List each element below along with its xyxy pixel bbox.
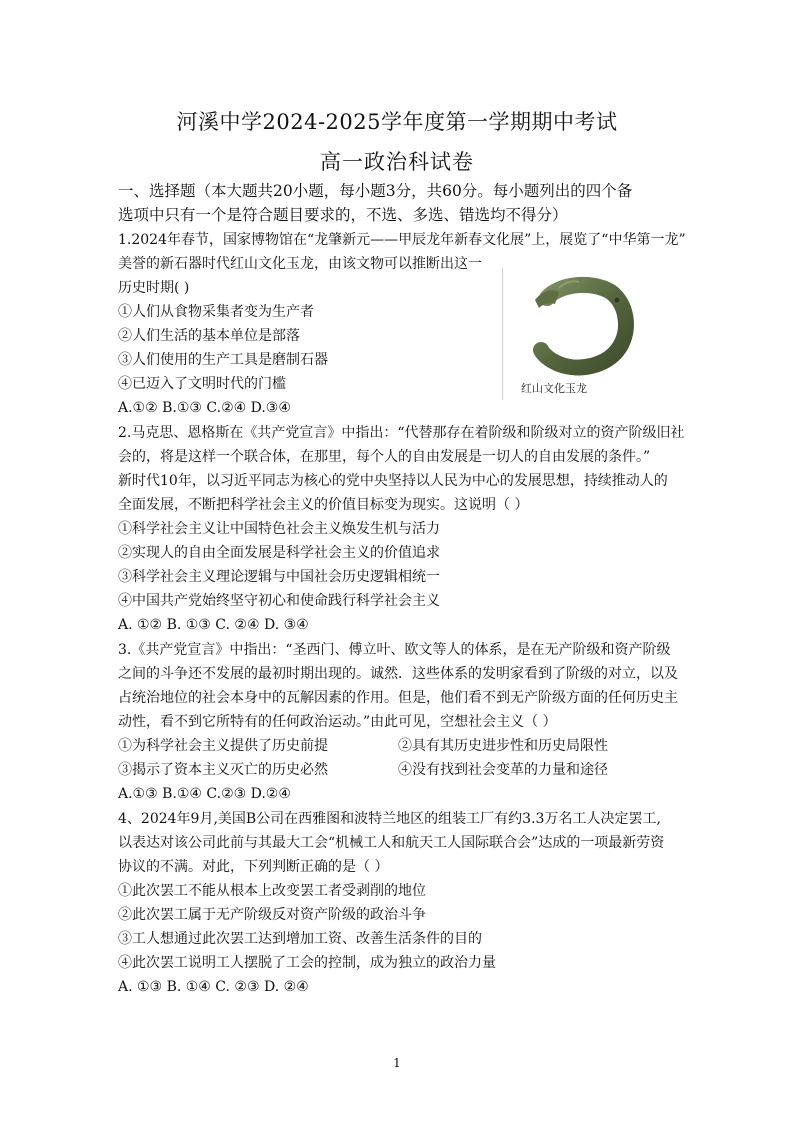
q3-option-2: ②具有其历史进步性和历史局限性 [398,738,608,754]
jade-dragon-figure [502,268,653,400]
page-number: 1 [393,1056,401,1070]
q3-option-3: ③揭示了资本主义灭亡的历史必然 [118,762,328,778]
q2-option-1: ①科学社会主义让中国特色社会主义焕发生机与活力 [118,521,440,537]
q4-stem-line3: 协议的不满。对此，下列判断正确的是（ ） [118,859,389,875]
q4-option-3: ③工人想通过此次罢工达到增加工资、改善生活条件的目的 [118,931,482,947]
exam-title: 河溪中学2024-2025学年度第一学期期中考试 [176,110,618,134]
q1-stem-line2: 美誉的新石器时代红山文化玉龙，由该文物可以推断出这一 [118,256,482,272]
q1-option-4: ④已迈入了文明时代的门槛 [118,376,286,392]
q1-option-1: ①人们从食物采集者变为生产者 [118,304,314,320]
q2-option-3: ③科学社会主义理论逻辑与中国社会历史逻辑相统一 [118,569,440,585]
section-instructions-line1: 一、选择题（本大题共20小题，每小题3分，共60分。每小题列出的四个备 [118,182,633,200]
q3-stem-line2: 之间的斗争还不发展的最初时期出现的。诚然．这些体系的发明家看到了阶级的对立，以及 [118,666,678,682]
q2-stem-line1: 2.马克思、恩格斯在《共产党宣言》中指出：“代替那存在着阶级和阶级对立的资产阶级旧社 [118,425,685,441]
figure-caption: 红山文化玉龙 [521,382,587,395]
q3-stem-line4: 动性，看不到它所特有的任何政治运动。”由此可见，空想社会主义（ ） [118,714,557,730]
q3-option-1: ①为科学社会主义提供了历史前提 [118,738,328,754]
section-instructions-line2: 选项中只有一个是符合题目要求的，不选、多选、错选均不得分） [118,206,568,224]
q2-option-2: ②实现人的自由全面发展是科学社会主义的价值追求 [118,545,440,561]
q3-answer-choices: A.①③ B.①④ C.②③ D.②④ [118,786,291,802]
q4-stem-line1: 4、2024年9月,美国B公司在西雅图和波特兰地区的组装工厂有约3.3万名工人决定罢工, [118,811,661,827]
q4-option-1: ①此次罢工不能从根本上改变罢工者受剥削的地位 [118,883,426,899]
q3-stem-line1: 3.《共产党宣言》中指出：“圣西门、傅立叶、欧文等人的体系，是在无产阶级和资产阶级 [118,642,671,658]
q4-answer-choices: A. ①③ B. ①④ C. ②③ D. ②④ [118,979,309,995]
q4-stem-line2: 以表达对该公司此前与其最大工会“机械工人和航天工人国际联合会”达成的一项最新劳资 [118,835,665,851]
q2-stem-line3: 新时代10年，以习近平同志为核心的党中央坚持以人民为中心的发展思想，持续推动人的 [118,473,668,489]
q2-option-4: ④中国共产党始终坚守初心和使命践行科学社会主义 [118,593,440,609]
q2-answer-choices: A. ①② B. ①③ C. ②④ D. ③④ [118,617,309,633]
q2-stem-line2: 会的，将是这样一个联合体，在那里，每个人的自由发展是一切人的自由发展的条件。” [118,449,651,465]
exam-subtitle: 高一政治科试卷 [320,150,474,174]
q1-option-2: ②人们生活的基本单位是部落 [118,328,300,344]
q4-option-4: ④此次罢工说明工人摆脱了工会的控制，成为独立的政治力量 [118,955,496,971]
jade-dragon-image [529,274,635,378]
q1-stem-line1: 1.2024年春节，国家博物馆在“龙肇新元——甲辰龙年新春文化展”上，展览了“中华第一龙” [118,232,686,248]
q1-stem-line3: 历史时期( ) [118,280,190,296]
q1-option-3: ③人们使用的生产工具是磨制石器 [118,352,328,368]
q4-option-2: ②此次罢工属于无产阶级反对资产阶级的政治斗争 [118,907,426,923]
q2-stem-line4: 全面发展，不断把科学社会主义的价值目标变为现实。这说明（ ） [118,497,529,513]
q3-option-4: ④没有找到社会变革的力量和途径 [398,762,608,778]
q1-answer-choices: A.①② B.①③ C.②④ D.③④ [118,400,291,416]
q3-stem-line3: 占统治地位的社会本身中的瓦解因素的作用。但是，他们看不到无产阶级方面的任何历史主 [118,690,678,706]
